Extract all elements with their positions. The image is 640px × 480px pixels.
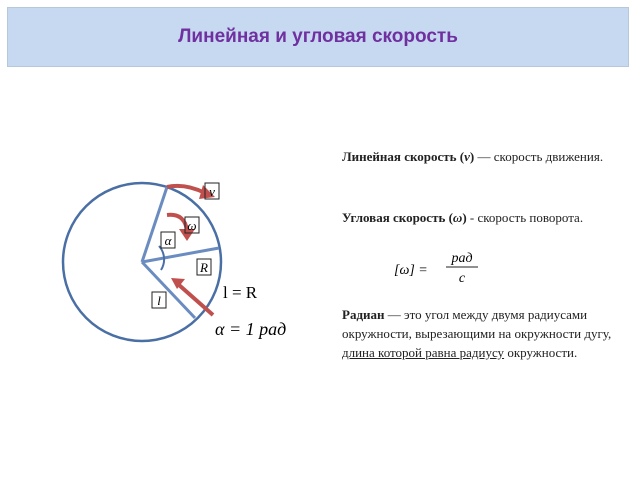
radian-description-part1: — это угол между двумя радиусами окружности, вырезающими на окружности дугу, bbox=[342, 307, 612, 341]
label-R: R bbox=[200, 260, 208, 275]
angular-speed-description: - скорость поворота. bbox=[466, 210, 584, 225]
angular-speed-unit-formula bbox=[390, 248, 500, 288]
label-v: v bbox=[209, 184, 215, 199]
title-banner bbox=[7, 7, 629, 67]
linear-speed-term: Линейная скорость ( bbox=[342, 149, 465, 164]
radian-description-underlined: длина которой равна радиусу bbox=[342, 345, 505, 360]
label-alpha: α bbox=[164, 233, 172, 248]
linear-speed-definition bbox=[342, 147, 612, 166]
linear-speed-description: — скорость движения. bbox=[474, 149, 604, 164]
linear-speed-symbol: v bbox=[464, 149, 470, 164]
arrow-omega-arc bbox=[167, 215, 187, 231]
formula-denominator: с bbox=[458, 271, 466, 286]
angular-speed-term: Угловая скорость ( bbox=[342, 210, 453, 225]
circle-diagram bbox=[55, 175, 305, 365]
label-l: l bbox=[157, 293, 161, 308]
formula-lhs: [ω] = bbox=[394, 263, 428, 278]
angular-speed-symbol: ω bbox=[452, 210, 463, 225]
formula-numerator: рад bbox=[451, 251, 473, 266]
arrow-l-shaft bbox=[179, 285, 213, 315]
radian-definition bbox=[342, 305, 612, 362]
radian-description-part2: окружности. bbox=[504, 345, 578, 360]
radian-term: Радиан bbox=[342, 307, 385, 322]
angular-speed-term-end: ) bbox=[462, 210, 467, 225]
equation-l-eq-R: l = R bbox=[223, 283, 258, 302]
slide-title: Линейная и угловая скорость bbox=[178, 26, 458, 47]
angular-speed-definition bbox=[342, 208, 612, 227]
linear-speed-term-end: ) bbox=[469, 149, 475, 164]
equation-alpha-eq-1rad: α = 1 рад bbox=[215, 319, 287, 339]
label-omega: ω bbox=[187, 218, 197, 233]
